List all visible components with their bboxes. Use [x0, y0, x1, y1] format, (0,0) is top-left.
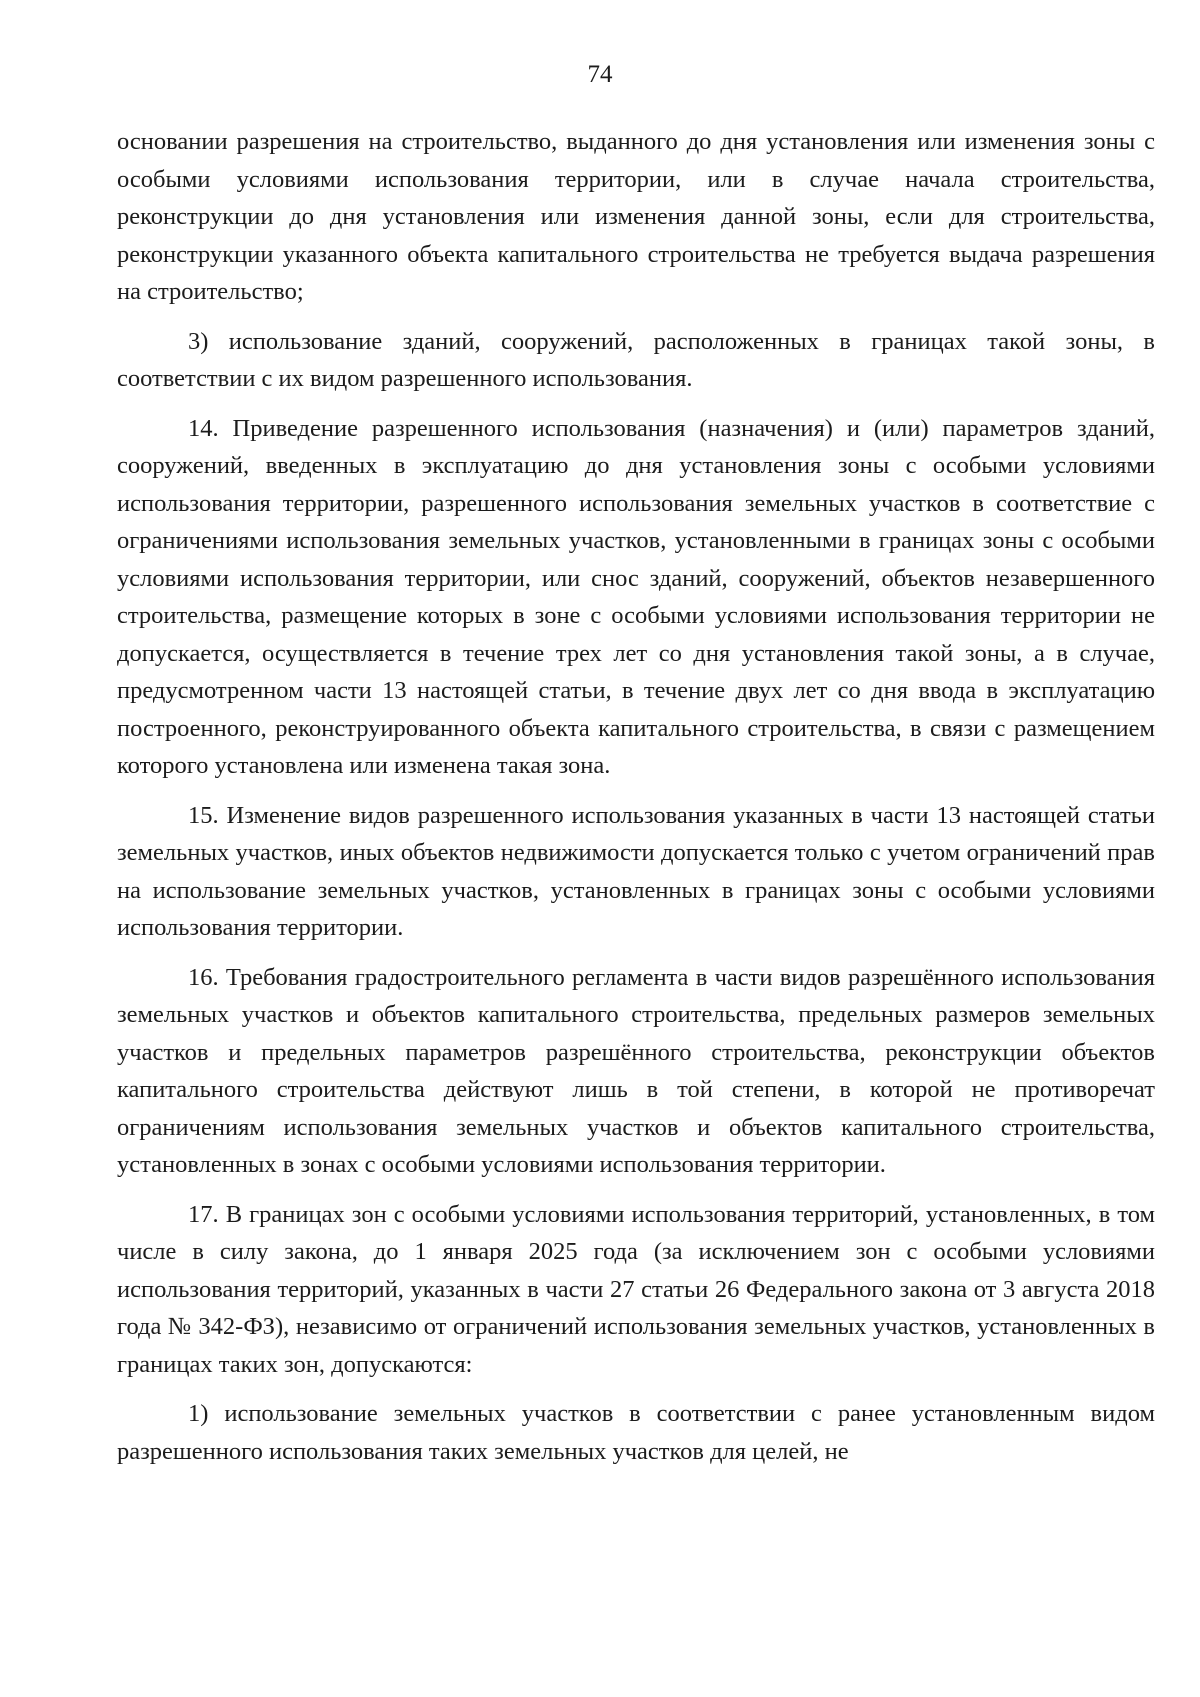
paragraph-item-3: 3) использование зданий, сооружений, расположенных в границах такой зоны, в соответствии с их видом разрешенного использования. [117, 327, 1155, 392]
paragraph-15: 15. Изменение видов разрешенного использования указанных в части 13 настоящей статьи земельных участков, иных объектов недвижимости допускается только с учетом ограничений прав на использование земельных участков, установленных в границах зоны с особыми условиями использования территории. [117, 801, 1155, 941]
paragraph-14: 14. Приведение разрешенного использования (назначения) и (или) параметров зданий, сооружений, введенных в эксплуатацию до дня установления зоны с особыми условиями использования территории, разрешенного использования земельных участков в соответствие с ограничениями использования земельных участков, установленными в границах зоны с особыми условиями использования территории, или снос зданий, сооружений, объектов незавершенного строительства, размещение которых в зоне с особыми условиями использования территории не допускается, осуществляется в течение трех лет со дня установления такой зоны, а в случае, предусмотренном части 13 настоящей статьи, в течение двух лет со дня ввода в эксплуатацию построенного, реконструированного объекта капитального строительства, в связи с размещением которого установлена или изменена такая зона. [117, 414, 1155, 779]
paragraph-item-1: 1) использование земельных участков в соответствии с ранее установленным видом разрешенного использования таких земельных участков для целей, не [117, 1400, 1155, 1465]
document-body [117, 123, 1155, 1482]
page-number: 74 [587, 61, 613, 88]
paragraph-continuation: основании разрешения на строительство, выданного до дня установления или изменения зоны с особыми условиями использования территории, или в случае начала строительства, реконструкции до дня установления или изменения данной зоны, если для строительства, реконструкции указанного объекта капитального строительства не требуется выдача разрешения на строительство; [117, 128, 1155, 305]
paragraph-16: 16. Требования градостроительного регламента в части видов разрешённого использования земельных участков и объектов капитального строительства, предельных размеров земельных участков и предельных параметров разрешённого строительства, реконструкции объектов капитального строительства действуют лишь в той степени, в которой не противоречат ограничениям использования земельных участков и объектов капитального строительства, установленных в зонах с особыми условиями использования территории. [117, 963, 1155, 1178]
paragraph-17: 17. В границах зон с особыми условиями использования территорий, установленных, в том числе в силу закона, до 1 января 2025 года (за исключением зон с особыми условиями использования территорий, указанных в части 27 статьи 26 Федерального закона от 3 августа 2018 года № 342-ФЗ), независимо от ограничений использования земельных участков, установленных в границах таких зон, допускаются: [117, 1200, 1155, 1378]
